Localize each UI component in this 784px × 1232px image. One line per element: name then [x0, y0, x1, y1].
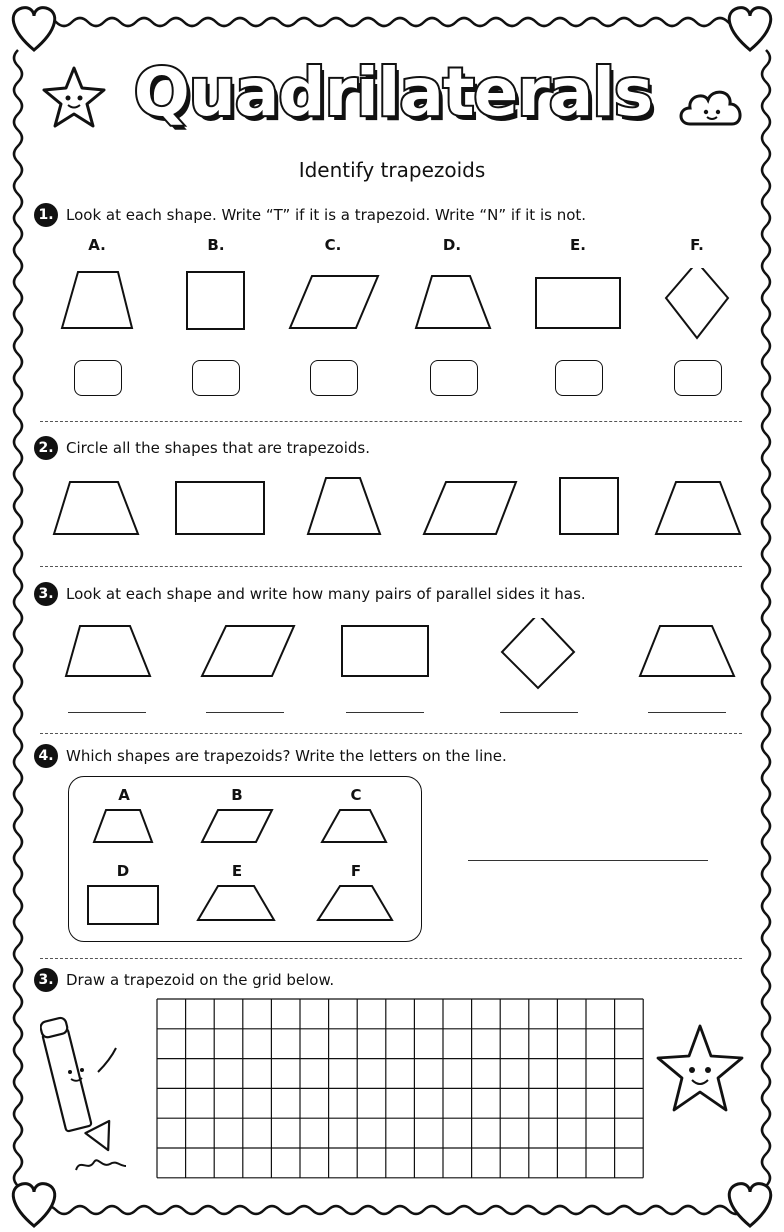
trapezoid-shape: [66, 626, 150, 676]
parallelogram-shape: [202, 626, 294, 676]
pencil-icon: [40, 1010, 150, 1180]
answer-line[interactable]: [206, 712, 284, 713]
trapezoid-shape: [94, 810, 152, 842]
rectangle-shape: [88, 886, 158, 924]
question-number: 2.: [34, 436, 58, 460]
parallelogram-shape: [290, 276, 378, 328]
square-shape: [560, 478, 618, 534]
shape-label: A: [118, 786, 130, 804]
parallelogram-shape: [202, 810, 272, 842]
rectangle-shape: [342, 626, 428, 676]
question-number: 1.: [34, 203, 58, 227]
star-icon: [652, 1020, 748, 1120]
trapezoid-shape: [640, 626, 734, 676]
q2-shapes[interactable]: [50, 474, 750, 540]
drawing-grid[interactable]: [156, 998, 646, 1180]
cloud-icon: [676, 80, 748, 136]
section-divider: [40, 566, 742, 567]
trapezoid-shape: [322, 810, 386, 842]
shape-label: B.: [207, 236, 225, 254]
answer-line[interactable]: [648, 712, 726, 713]
trapezoid-shape: [416, 276, 490, 328]
trapezoid-shape: [656, 482, 740, 534]
question-number: 3.: [34, 582, 58, 606]
shape-label: D.: [442, 236, 462, 254]
answer-box[interactable]: [555, 360, 603, 396]
question-3: [34, 582, 586, 606]
answer-box[interactable]: [430, 360, 478, 396]
answer-line[interactable]: [346, 712, 424, 713]
question-text: Which shapes are trapezoids? Write the letters on the line.: [66, 747, 507, 765]
page-title: Quadrilaterals: [133, 54, 653, 131]
q3-shapes: [60, 618, 750, 694]
q4-shapes: [84, 806, 410, 930]
trapezoid-shape: [62, 272, 132, 328]
shape-label: D: [116, 862, 130, 880]
question-5: [34, 968, 334, 992]
rectangle-shape: [536, 278, 620, 328]
page-subtitle: Identify trapezoids: [298, 158, 486, 182]
question-2: [34, 436, 370, 460]
shape-label: E.: [570, 236, 586, 254]
question-number: 3.: [34, 968, 58, 992]
section-divider: [40, 958, 742, 959]
question-text: Circle all the shapes that are trapezoids.: [66, 439, 370, 457]
question-text: Look at each shape. Write “T” if it is a trapezoid. Write “N” if it is not.: [66, 206, 587, 224]
question-text: Look at each shape and write how many pairs of parallel sides it has.: [66, 585, 586, 603]
answer-box[interactable]: [674, 360, 722, 396]
answer-box[interactable]: [310, 360, 358, 396]
rectangle-shape: [176, 482, 264, 534]
answer-line[interactable]: [468, 860, 708, 861]
shape-label: B: [231, 786, 243, 804]
shape-label: F.: [690, 236, 704, 254]
trapezoid-shape: [308, 478, 380, 534]
square-shape: [187, 272, 244, 329]
shape-label: F: [350, 862, 362, 880]
answer-box[interactable]: [192, 360, 240, 396]
question-text: Draw a trapezoid on the grid below.: [66, 971, 335, 989]
parallelogram-shape: [424, 482, 516, 534]
trapezoid-shape: [318, 886, 392, 920]
rhombus-shape: [502, 618, 574, 688]
shape-label: E: [231, 862, 243, 880]
question-4: [34, 744, 507, 768]
section-divider: [40, 421, 742, 422]
trapezoid-shape: [198, 886, 274, 920]
rhombus-shape: [666, 268, 728, 338]
section-divider: [40, 733, 742, 734]
shape-label: C: [350, 786, 362, 804]
answer-line[interactable]: [68, 712, 146, 713]
answer-box[interactable]: [74, 360, 122, 396]
shape-label: C.: [324, 236, 342, 254]
q1-shapes: [56, 268, 746, 344]
trapezoid-shape: [54, 482, 138, 534]
question-1: [34, 203, 586, 227]
question-number: 4.: [34, 744, 58, 768]
star-icon: [40, 64, 108, 132]
answer-line[interactable]: [500, 712, 578, 713]
shape-label: A.: [88, 236, 106, 254]
